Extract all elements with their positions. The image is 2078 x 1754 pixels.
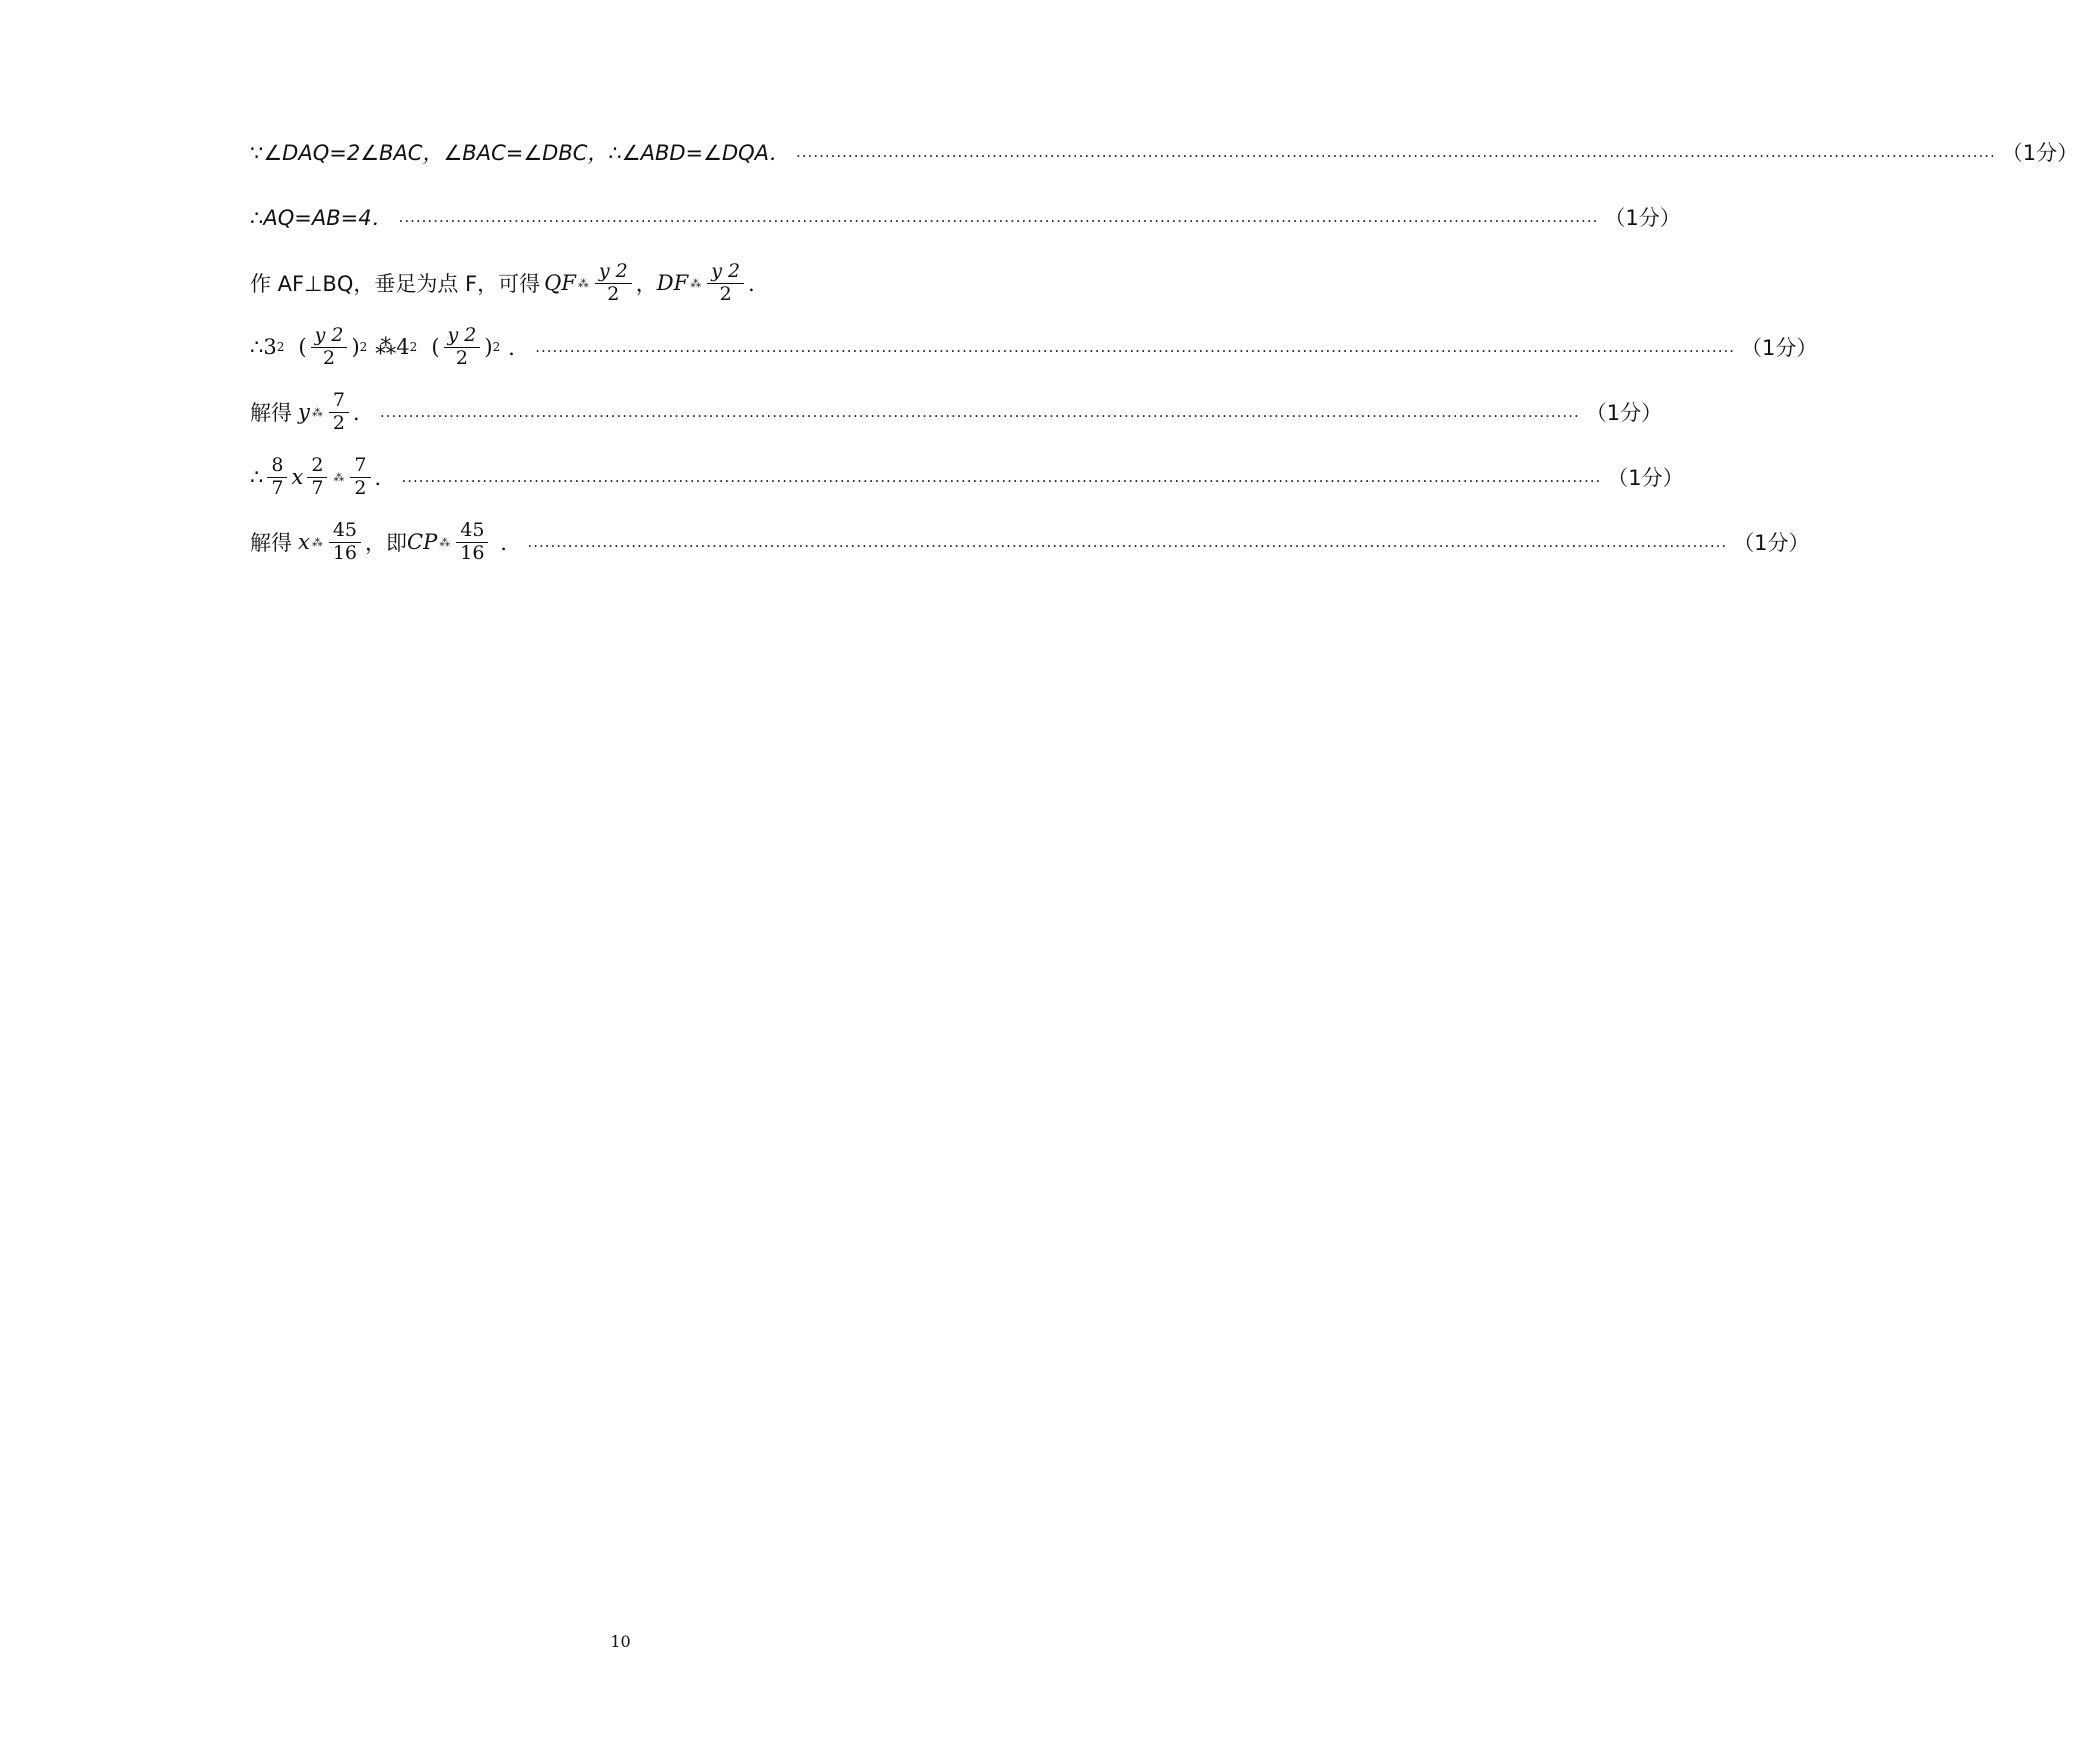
- equation-symbol: ⁂: [333, 470, 345, 484]
- line-end: ．: [748, 272, 770, 296]
- line-text: ∵∠DAQ=2∠BAC，∠BAC=∠DBC，∴∠ABD=∠DQA．: [250, 141, 791, 165]
- line-end: ．: [352, 401, 374, 425]
- fraction-numerator: 2: [307, 455, 327, 478]
- score-label: （1分）: [2001, 141, 2078, 165]
- variable-y: y: [298, 400, 310, 424]
- cp-label: CP: [407, 530, 438, 554]
- paren-close: ): [351, 335, 360, 359]
- superscript: 2: [276, 340, 285, 354]
- score-label: （1分）: [1585, 401, 1663, 425]
- fraction-denominator: 2: [354, 476, 367, 499]
- cp-fraction: [456, 520, 488, 565]
- leader-dots: ................................................................................................................................................................................................................: [379, 403, 1580, 421]
- equation-symbol: ⁂: [311, 405, 323, 419]
- equation-symbol: ⁂: [690, 276, 702, 290]
- fraction-3: [350, 455, 370, 500]
- solution-line-1: [250, 122, 2078, 182]
- line-text: ∴AQ=AB=4．: [250, 206, 393, 230]
- fraction-numerator: y 2: [595, 261, 632, 284]
- fraction-numerator: 45: [456, 520, 488, 543]
- qf-label: QF: [544, 271, 576, 295]
- fraction-denominator: 7: [311, 476, 324, 499]
- leader-dots: ................................................................................................................................................................................................................: [398, 208, 1599, 226]
- fraction-numerator: y 2: [311, 325, 348, 348]
- x-fraction: [329, 520, 361, 565]
- fraction-denominator: 2: [719, 282, 732, 305]
- solution-line-4: [250, 317, 1818, 377]
- superscript: 2: [409, 340, 418, 354]
- fraction-denominator: 16: [460, 541, 485, 564]
- df-fraction: [707, 261, 744, 306]
- fraction-numerator: 45: [329, 520, 361, 543]
- leader-dots: ................................................................................................................................................................................................................: [401, 468, 1602, 486]
- exponent: 2: [492, 340, 501, 354]
- solution-line-5: [250, 382, 1663, 442]
- paren-open: (: [431, 335, 440, 359]
- df-label: DF: [656, 271, 689, 295]
- line-middle: ，即: [365, 531, 408, 555]
- equation-symbol: ⁂: [439, 535, 451, 549]
- fraction-numerator: y 2: [444, 325, 481, 348]
- score-label: （1分）: [1607, 466, 1684, 490]
- equation-lead: ∴3: [250, 335, 277, 359]
- line-lead: ∴: [250, 465, 264, 489]
- line-end: ．: [500, 531, 522, 555]
- leader-dots: ................................................................................................................................................................................................................: [796, 143, 1996, 161]
- line-lead: 解得: [250, 401, 292, 425]
- fraction-2: [444, 325, 481, 370]
- fraction-numerator: 7: [350, 455, 370, 478]
- equation-symbol: ⁂: [311, 535, 323, 549]
- qf-fraction: [595, 261, 632, 306]
- fraction-numerator: y 2: [707, 261, 744, 284]
- leader-dots: ................................................................................................................................................................................................................: [535, 338, 1735, 356]
- fraction-denominator: 2: [455, 346, 468, 369]
- fraction-1: [267, 455, 287, 500]
- solution-line-3: [250, 253, 990, 313]
- y-fraction: [329, 390, 349, 435]
- fraction-1: [311, 325, 348, 370]
- exponent: 2: [359, 340, 368, 354]
- equation-middle: ⁂4: [375, 335, 410, 359]
- line-end: ．: [508, 336, 530, 360]
- fraction-numerator: 7: [329, 390, 349, 413]
- solution-line-7: [250, 512, 1810, 572]
- variable-x: x: [291, 465, 304, 489]
- score-label: （1分）: [1741, 336, 1818, 360]
- solution-line-6: [250, 447, 1684, 507]
- fraction-numerator: 8: [267, 455, 287, 478]
- score-label: （1分）: [1733, 531, 1810, 555]
- fraction-denominator: 7: [271, 476, 284, 499]
- variable-x: x: [298, 530, 310, 554]
- fraction-denominator: 2: [332, 411, 345, 434]
- line-text: 作 AF⊥BQ，垂足为点 F，可得: [250, 272, 541, 296]
- score-label: （1分）: [1604, 206, 1681, 230]
- fraction-denominator: 16: [332, 541, 358, 564]
- line-end: ．: [374, 466, 396, 490]
- fraction-denominator: 2: [607, 282, 620, 305]
- leader-dots: ................................................................................................................................................................................................................: [527, 533, 1728, 551]
- equation-symbol: ⁂: [577, 276, 589, 290]
- fraction-2: [307, 455, 327, 500]
- fraction-denominator: 2: [322, 346, 336, 369]
- paren-close: ): [484, 335, 493, 359]
- paren-open: (: [298, 335, 307, 359]
- solution-line-2: [250, 187, 1681, 247]
- line-lead: 解得: [250, 531, 292, 555]
- page-number: 10: [610, 1632, 631, 1651]
- separator: ，: [635, 272, 657, 296]
